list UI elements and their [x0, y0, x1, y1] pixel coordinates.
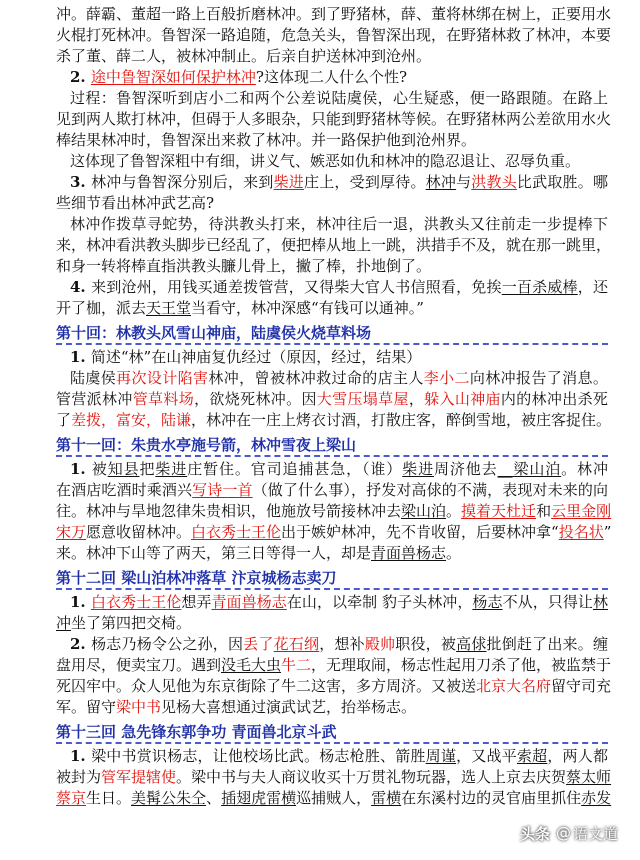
text-segment: 出于嫉妒林冲，先不肯收留，后要林冲拿“: [281, 523, 559, 541]
chapter-heading-13: 第十三回 急先锋东郭争功 青面兽北京斗武: [56, 723, 337, 741]
text-line: [70, 634, 608, 654]
text-line: [56, 109, 612, 129]
text-segment: 索超: [516, 747, 548, 765]
text-line: [56, 480, 608, 500]
text-segment: 。梁中书与夫人商议收买十万贯礼物玩器，选人上京去庆贺: [176, 768, 567, 786]
text-segment: 途中鲁智深如何保护林冲: [90, 68, 256, 86]
text-segment: 杨志: [472, 593, 503, 611]
text-segment: 柴进: [155, 460, 188, 478]
text-line: [70, 592, 608, 612]
text-segment: 洪教头: [471, 173, 517, 191]
text-line: [56, 389, 608, 409]
watermark-brand: 头条: [519, 824, 550, 843]
text-segment: ，想补: [319, 635, 365, 653]
text-segment: 1.: [70, 747, 92, 765]
text-line: [56, 788, 612, 808]
chapter-heading-11: 第十一回：朱贵水亭施号箭，林冲雪夜上梁山: [56, 436, 357, 454]
text-line: [56, 4, 612, 24]
text-segment: 把: [139, 460, 156, 478]
text-line: [56, 256, 608, 276]
text-segment: 牛二: [281, 656, 312, 674]
text-segment: 丢了: [243, 635, 274, 653]
text-segment: 雷横: [371, 789, 402, 807]
text-line: [56, 613, 608, 633]
text-segment: ，: [408, 390, 425, 408]
text-segment: 庄上，受到厚待。: [304, 173, 426, 191]
text-segment: 梁中书: [116, 698, 162, 716]
text-segment: 白衣秀士王伦: [191, 523, 282, 541]
text-segment: 柴进: [402, 460, 434, 478]
text-segment: 。: [446, 502, 462, 520]
text-segment: 开了枷，派去: [56, 299, 147, 317]
text-line: [56, 767, 612, 787]
text-segment: 。: [446, 544, 462, 562]
text-line: [56, 130, 608, 150]
text-segment: ?这体现二人什么个性?: [255, 68, 407, 86]
text-segment: 青面兽杨志: [211, 593, 287, 611]
text-segment: 在东溪村边的灵官庙里抓住: [401, 789, 582, 807]
text-segment: 火棍打死林冲。鲁智深一路追随，危急关头，鲁智深出现，在野猪林救了林冲，本要: [56, 26, 612, 44]
text-line: [70, 277, 608, 297]
text-line: [56, 410, 612, 430]
text-line: [70, 172, 608, 192]
text-segment: 被: [91, 460, 108, 478]
text-segment: 差拨，富安，陆谦: [71, 411, 192, 429]
text-segment: 、: [206, 789, 222, 807]
chapter-heading-10: 第十回：林教头风雪山神庙，陆虞侯火烧草料场: [56, 324, 372, 342]
text-segment: 白衣秀士王伦: [90, 593, 182, 611]
text-segment: 盘用尽，便卖宝刀。遇到: [56, 656, 222, 674]
text-segment: 比武取胜。哪: [516, 173, 608, 191]
text-segment: 来到沧州，用钱买通差拨管营，又得柴大官人书信照看，免挨: [91, 278, 502, 296]
text-segment: 了: [56, 411, 72, 429]
text-segment: 军。留守: [56, 698, 117, 716]
text-segment: 往。林冲与旱地忽律朱贵相识，他施放号箭接林冲去: [56, 502, 402, 520]
text-segment: 来，林冲看洪教头脚步已经乱了，便把棒从地上一跳，洪措手不及，就在那一跳里，: [56, 236, 612, 254]
text-segment: 不从，只得让: [502, 593, 593, 611]
watermark-at: @: [555, 824, 571, 842]
text-line: [70, 459, 608, 479]
chapter-heading-12: 第十二回 梁山泊林冲落草 汴京城杨志卖刀: [56, 569, 337, 587]
heading-divider: [56, 455, 608, 457]
text-line: [56, 46, 608, 66]
text-segment: 生日。: [86, 789, 132, 807]
text-segment: 与: [456, 173, 472, 191]
text-segment: ，林冲在一庄上烤衣讨酒，打散庄客，醉倒雪地，被庄客捉住。: [191, 411, 612, 429]
text-segment: 冲。薛霸、董超一路上百般折磨林冲。到了野猪林，薛、董将林绑在树上，正要用水: [56, 5, 612, 23]
text-segment: 插翅虎雷横: [221, 789, 297, 807]
text-segment: 在山，以牵制 豹子头林冲，: [286, 593, 473, 611]
text-segment: 投名状: [558, 523, 604, 541]
text-segment: 内的林冲出杀死: [500, 390, 608, 408]
text-line: [70, 67, 608, 87]
text-segment: 大雪压塌草屋: [316, 390, 409, 408]
text-segment: 蔡京: [56, 789, 87, 807]
text-segment: 在酒店吃酒时乘酒兴: [56, 481, 193, 499]
text-segment: 李小二: [423, 369, 470, 387]
text-segment: 。林冲: [561, 460, 608, 478]
text-segment: 躲入山神庙: [424, 390, 501, 408]
text-segment: ，还: [577, 278, 608, 296]
text-segment: 冲: [56, 614, 72, 632]
text-line: [70, 368, 608, 388]
text-segment: 死囚牢中。众人见他为东京街除了牛二这害，多方周济。又被送: [56, 677, 477, 695]
text-segment: 北京大名府: [476, 677, 552, 695]
text-segment: 没毛大虫: [221, 656, 282, 674]
text-segment: ”: [603, 523, 612, 541]
text-segment: 梁山泊: [512, 460, 562, 478]
text-segment: ，又战平: [456, 747, 517, 765]
text-segment: 宋万: [56, 523, 87, 541]
text-segment: 一百杀威棒: [501, 278, 578, 296]
text-line: [56, 298, 608, 318]
text-line: [70, 88, 608, 108]
text-segment: 写诗一首: [192, 481, 253, 499]
watermark-author: 语文道: [572, 824, 618, 843]
text-segment: 周谨: [425, 747, 457, 765]
text-segment: 简述“林”在山神庙复仇经过（原因，经过，结果）: [90, 348, 422, 366]
text-segment: 蔡太师: [566, 768, 612, 786]
text-segment: 留守司充: [551, 677, 612, 695]
text-line: [56, 655, 612, 675]
text-segment: ，两人都: [547, 747, 608, 765]
text-segment: 知县: [107, 460, 140, 478]
text-segment: ，无理取闹，杨志性起用刀杀了他，被监禁于: [311, 656, 612, 674]
text-segment: 棒结果林冲时，鲁智深出来救了林冲。并一路保护他到沧州界。: [56, 131, 477, 149]
text-segment: 见到两人欺打林冲，但碍于人多眼杂，只能到野猪林等候。在野猪林两公差欲用水火: [56, 110, 612, 128]
text-segment: 1.: [70, 460, 92, 478]
text-segment: 美髯公朱仝: [131, 789, 207, 807]
text-segment: 柴进: [273, 173, 304, 191]
text-segment: 当看守，林冲深感“有钱可以通神。”: [191, 299, 424, 317]
text-line: [70, 151, 608, 171]
text-segment: 3.: [70, 173, 92, 191]
text-segment: 1.: [70, 348, 91, 366]
text-segment: 1.: [70, 593, 91, 611]
text-segment: 愿意收留林冲。: [86, 523, 192, 541]
text-segment: 林: [592, 593, 608, 611]
text-segment: 赤发: [581, 789, 612, 807]
text-segment: 杨志乃杨令公之孙，因: [91, 635, 244, 653]
text-line: [56, 193, 608, 213]
text-segment: 巡捕贼人，: [296, 789, 372, 807]
text-line: [56, 522, 612, 542]
text-segment: 花石纲: [273, 635, 320, 653]
text-segment: 2.: [70, 635, 92, 653]
text-segment: 来。林冲下山等了两天，第三日等得一人，却是: [56, 544, 372, 562]
text-segment: 批倒赶了出来。缠: [486, 635, 608, 653]
text-line: [70, 746, 608, 766]
text-segment: 天王堂: [146, 299, 192, 317]
text-segment: 见杨大喜想通过演武试艺，抬举杨志。: [161, 698, 417, 716]
text-segment: 管草料场: [132, 390, 195, 408]
text-line: [56, 676, 612, 696]
text-segment: 青面兽杨志: [371, 544, 447, 562]
watermark: [520, 818, 618, 848]
text-segment: 再次设计陷害: [116, 369, 209, 387]
text-segment: 2.: [70, 68, 91, 86]
text-segment: 杀了董、薛二人，被林冲制止。后亲自护送林冲到沧州。: [56, 47, 432, 65]
text-segment: 想弄: [181, 593, 212, 611]
text-segment: 管营派林冲: [56, 390, 133, 408]
text-segment: 梁山泊: [401, 502, 447, 520]
text-segment: 这体现了鲁智深粗中有细，讲义气、嫉恶如仇和林冲的隐忍退让、忍辱负重。: [70, 152, 581, 170]
text-segment: 林冲，曾被林冲救过命的店主人: [208, 369, 424, 387]
text-line: [56, 543, 608, 563]
text-segment: ，欲烧死林冲。因: [194, 390, 317, 408]
text-segment: 摸着天杜迁: [461, 502, 537, 520]
text-line: [56, 235, 612, 255]
text-segment: 梁中书赏识杨志，让他校场比武。杨志枪胜、箭胜: [91, 747, 426, 765]
text-segment: 林冲作拨草寻蛇势，待洪教头打来，林冲往后一退，洪教头又往前走一步提棒下: [70, 215, 608, 233]
text-segment: 庄暂住。官司追捕甚急，（谁）: [187, 460, 403, 478]
text-segment: 陆虞侯: [70, 369, 117, 387]
text-segment: 云里金刚: [551, 502, 612, 520]
text-line: [70, 347, 608, 367]
text-segment: 过程：鲁智深听到店小二和两个公差说陆虞侯，心生疑惑，便一路跟随。在路上: [70, 89, 608, 107]
text-line: [70, 214, 608, 234]
text-segment: 坐了第四把交椅。: [71, 614, 192, 632]
text-segment: __: [497, 460, 513, 478]
text-segment: 些细节看出林冲武艺高?: [56, 194, 215, 212]
text-segment: 职役，被: [395, 635, 457, 653]
text-segment: 高俅: [456, 635, 487, 653]
text-segment: 和身一转将棒直指洪教头臁儿骨上，撇了棒，扑地倒了。: [56, 257, 432, 275]
text-segment: 林冲与鲁智深分别后，来到: [91, 173, 274, 191]
text-line: [56, 25, 612, 45]
text-segment: 和: [536, 502, 552, 520]
text-segment: 4.: [70, 278, 92, 296]
text-line: [56, 501, 612, 521]
text-segment: 殿帅: [364, 635, 396, 653]
text-segment: 向林冲报告了消息。: [469, 369, 608, 387]
text-segment: 管军提辖使: [101, 768, 177, 786]
text-segment: 周济他去: [434, 460, 498, 478]
text-segment: 林冲: [425, 173, 457, 191]
heading-divider: [56, 343, 608, 345]
text-line: [56, 697, 608, 717]
text-segment: 被封为: [56, 768, 102, 786]
text-segment: （做了什么事），抒发对高俅的不满，表现对未来的向: [252, 481, 608, 499]
heading-divider: [56, 588, 608, 590]
heading-divider: [56, 742, 608, 744]
